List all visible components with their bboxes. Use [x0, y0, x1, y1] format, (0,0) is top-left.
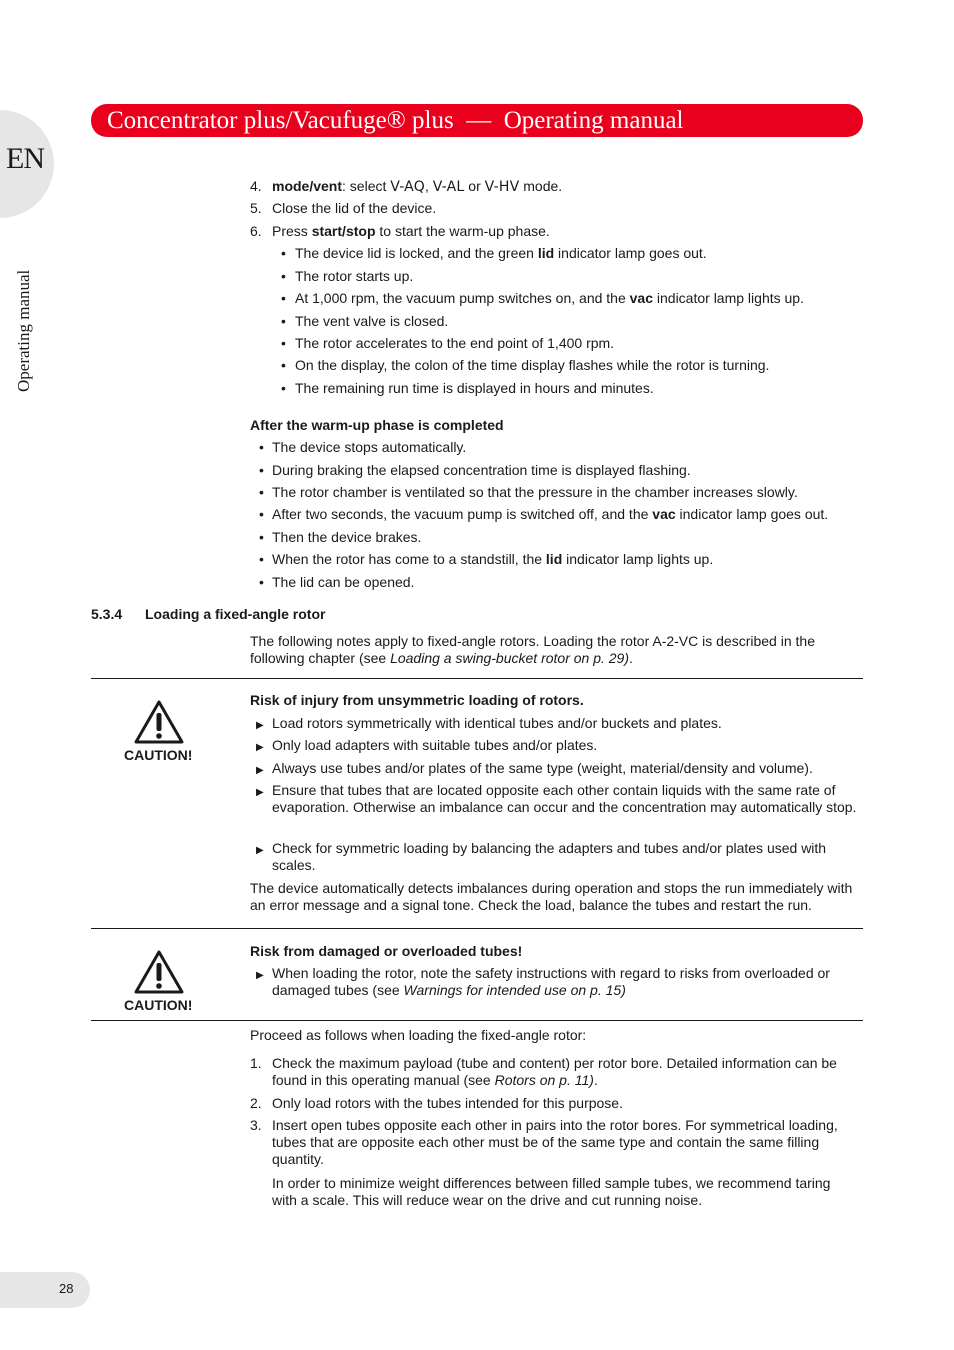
warning-triangle-icon — [134, 950, 184, 994]
page-number-tab — [0, 1272, 90, 1308]
section-title: Loading a fixed-angle rotor — [145, 606, 326, 622]
cross-reference-link[interactable]: Warnings for intended use on p. 15) — [403, 982, 626, 998]
step-text: Press start/stop to start the warm-up phase. — [272, 223, 550, 239]
section-intro: The following notes apply to fixed-angle rotors. Loading the rotor A-2-VC is described in the following chapter (see Loading a swing-bucket rotor on p. 29). — [250, 633, 815, 666]
caution-label: CAUTION! — [124, 747, 193, 763]
divider — [91, 1020, 863, 1021]
arrow-bullet-icon: ▶ — [256, 720, 264, 731]
warning-triangle-icon — [134, 700, 184, 744]
arrow-bullet-icon: ▶ — [256, 787, 264, 798]
procedure-intro: Proceed as follows when loading the fixed-angle rotor: — [250, 1027, 587, 1043]
arrow-bullet-icon: ▶ — [256, 742, 264, 753]
arrow-bullet-icon: ▶ — [256, 970, 264, 981]
divider — [91, 928, 863, 929]
language-code: EN — [6, 142, 44, 175]
cross-reference-link[interactable]: Rotors on p. 11) — [494, 1072, 594, 1088]
step-text: Close the lid of the device. — [272, 200, 437, 216]
arrow-bullet-icon: ▶ — [256, 765, 264, 776]
caution-title: Risk from damaged or overloaded tubes! — [250, 943, 523, 959]
caution-label: CAUTION! — [124, 997, 193, 1013]
caution-note: The device automatically detects imbalances during operation and stops the run immediately with an error message and a signal tone. Check the load, balance the tubes and restart the run. — [250, 880, 853, 913]
step-text: mode/vent: select V-AQ, V-AL or V-HV mode. — [272, 178, 563, 195]
arrow-bullet-icon: ▶ — [256, 845, 264, 856]
page-title: Concentrator plus/Vacufuge® plus — Operating manual — [107, 106, 684, 134]
cross-reference-link[interactable]: Loading a swing-bucket rotor on p. 29) — [390, 650, 630, 666]
step-number: 4. — [250, 178, 262, 194]
step-number: 5. — [250, 200, 262, 216]
divider — [91, 678, 863, 679]
section-number: 5.3.4 — [91, 606, 123, 622]
step-number: 6. — [250, 223, 262, 239]
side-section-label: Operating manual — [14, 269, 33, 392]
page-number: 28 — [59, 1281, 74, 1296]
header-banner — [91, 104, 863, 137]
caution-title: Risk of injury from unsymmetric loading of rotors. — [250, 692, 584, 708]
subheading: After the warm-up phase is completed — [250, 417, 504, 433]
